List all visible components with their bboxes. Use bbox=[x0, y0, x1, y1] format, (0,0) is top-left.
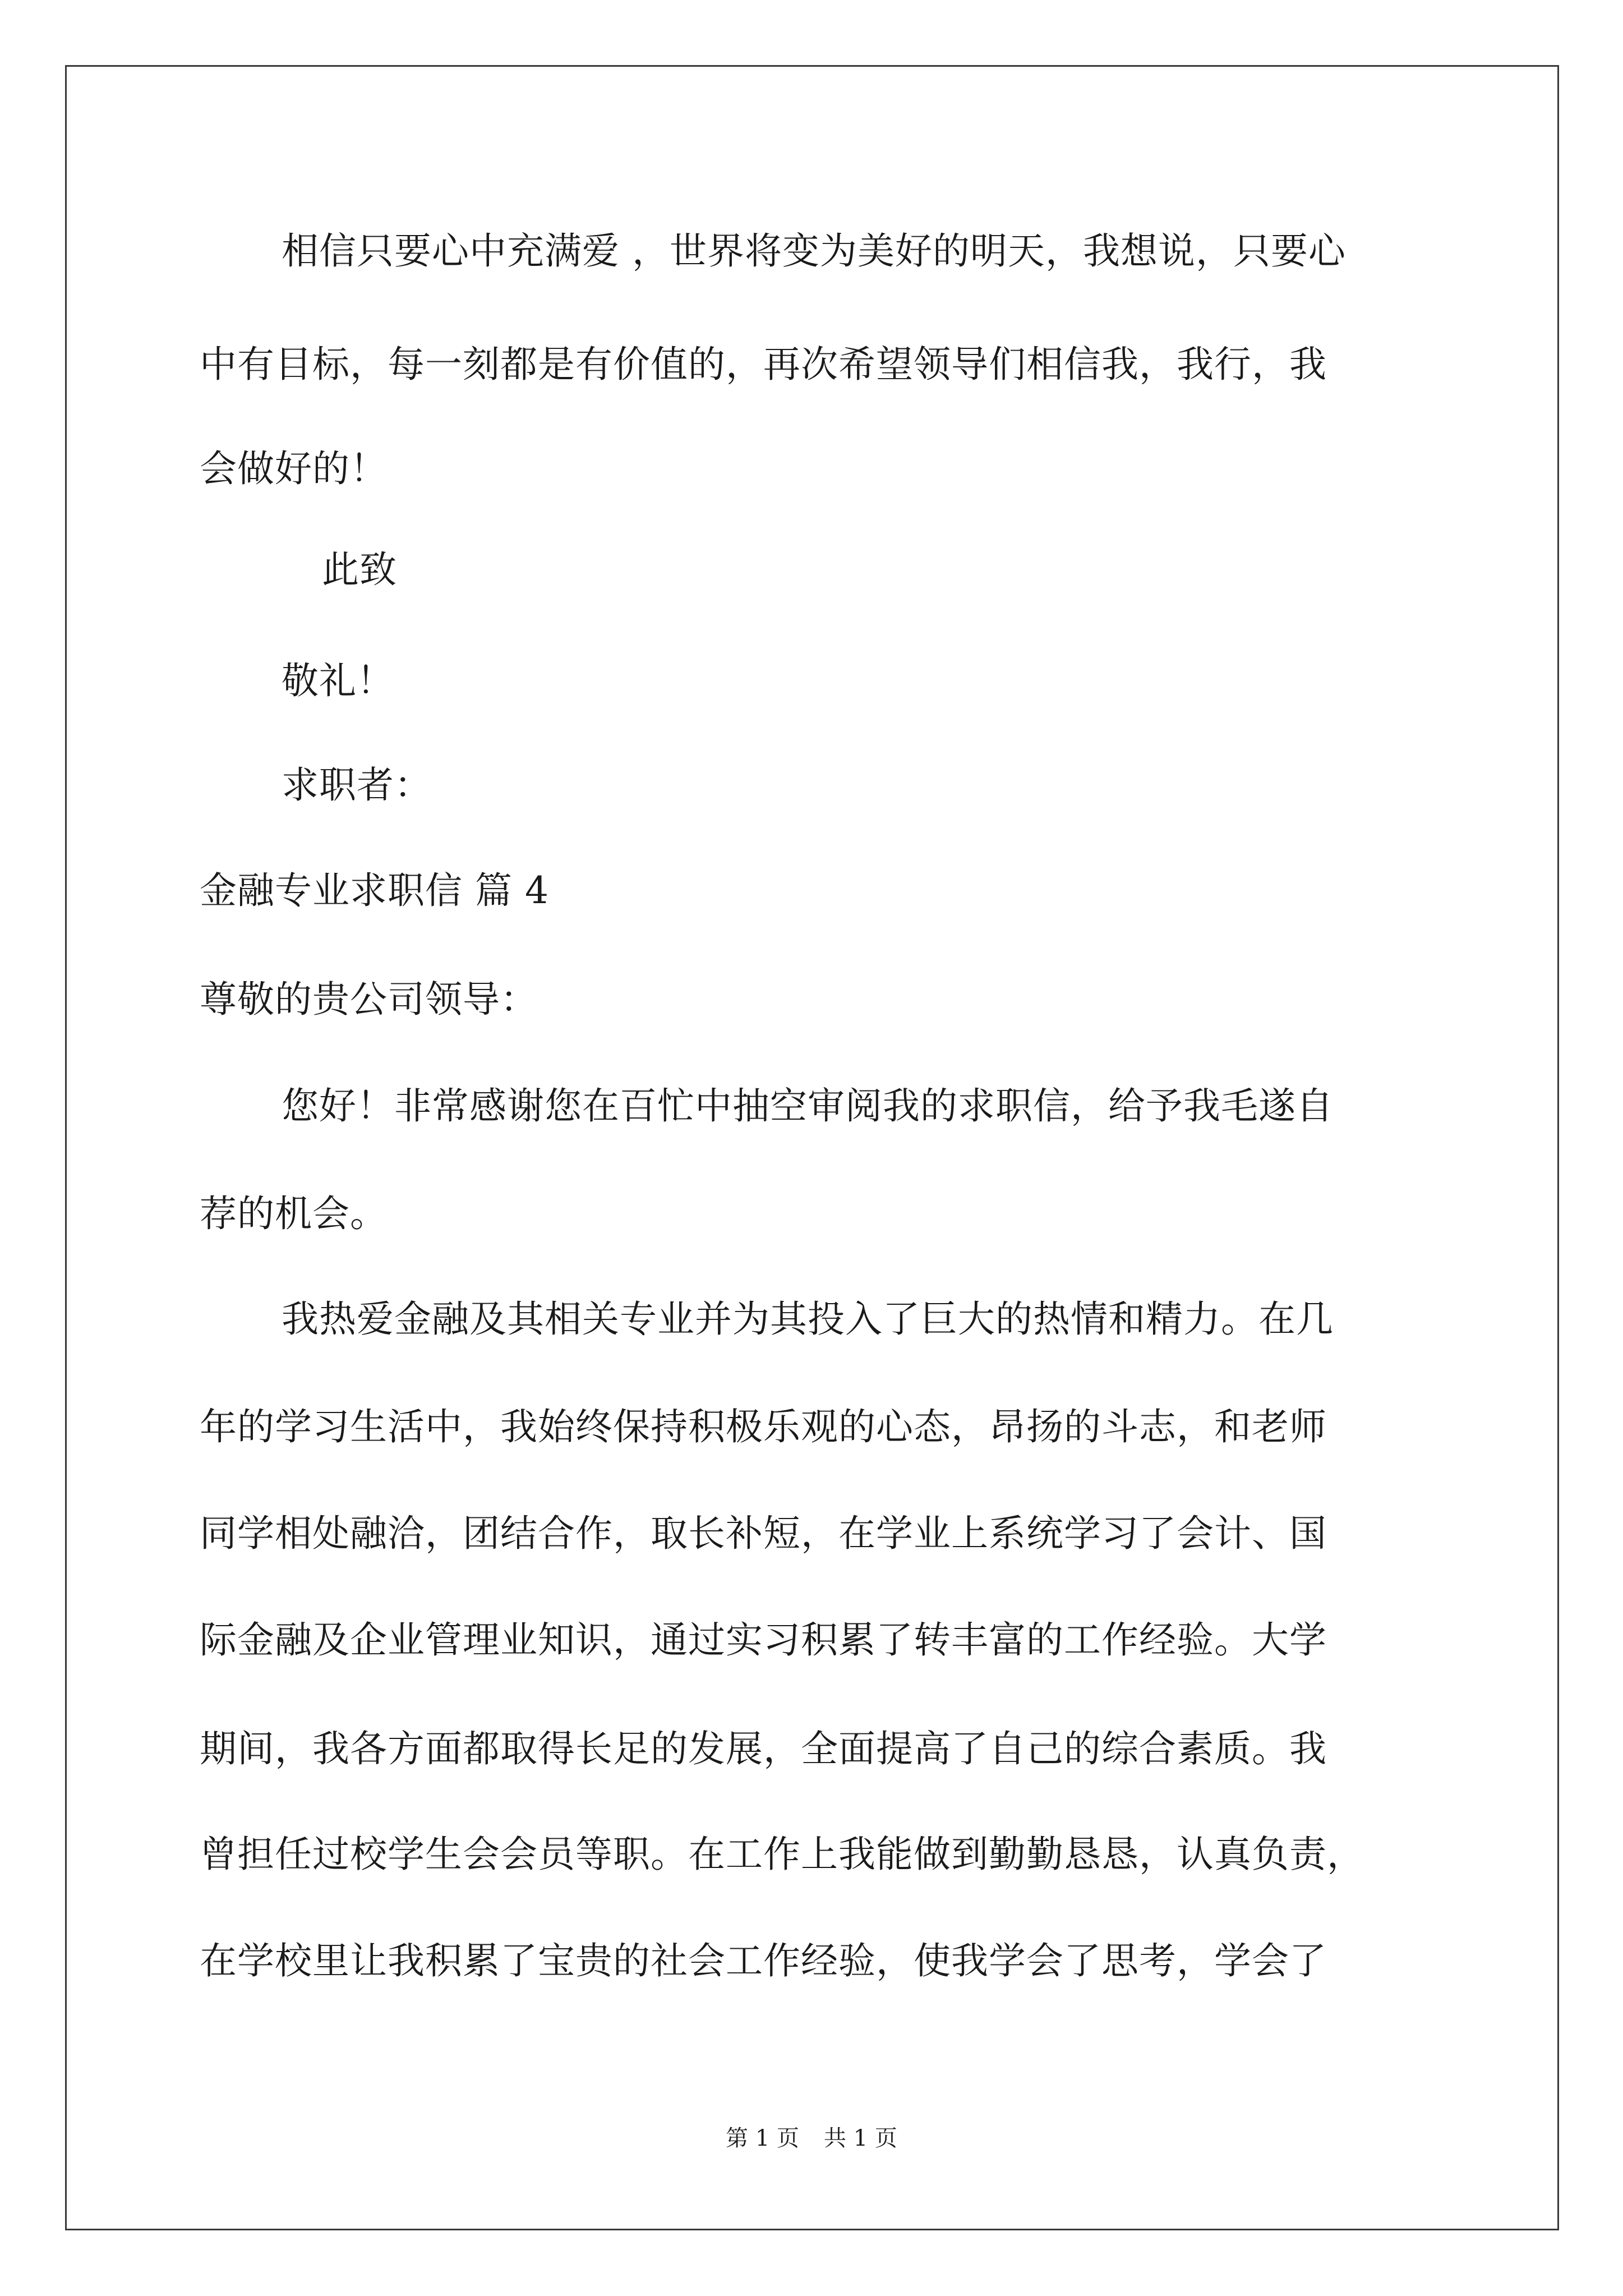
para2-line-5: 期间，我各方面都取得长足的发展，全面提高了自己的综合素质。我 bbox=[200, 1727, 1327, 1770]
para2-line-1: 我热爱金融及其相关专业并为其投入了巨大的热情和精力。在几 bbox=[282, 1297, 1334, 1341]
page-footer bbox=[0, 2124, 1623, 2152]
closing-line-1: 相信只要心中充满爱 ，世界将变为美好的明天，我想说，只要心 bbox=[282, 229, 1346, 273]
total-pages: 共 1 页 bbox=[824, 2125, 897, 2151]
para1-line-2: 荐的机会。 bbox=[200, 1192, 388, 1235]
para2-line-2: 年的学习生活中，我始终保持积极乐观的心态，昂扬的斗志，和老师 bbox=[200, 1405, 1327, 1448]
closing-line-2: 中有目标，每一刻都是有价值的，再次希望领导们相信我，我行，我 bbox=[200, 343, 1327, 386]
section-heading: 金融专业求职信 篇 4 bbox=[200, 869, 549, 912]
salutation-close: 此致 bbox=[322, 548, 397, 591]
page-border bbox=[65, 65, 1559, 2230]
para2-line-4: 际金融及企业管理业知识，通过实习积累了转丰富的工作经验。大学 bbox=[200, 1618, 1327, 1662]
greeting: 尊敬的贵公司领导： bbox=[200, 978, 538, 1021]
closing-line-3: 会做好的！ bbox=[200, 447, 388, 490]
para2-line-7: 在学校里让我积累了宝贵的社会工作经验，使我学会了思考，学会了 bbox=[200, 1939, 1327, 1982]
para2-line-6: 曾担任过校学生会会员等职。在工作上我能做到勤勤恳恳，认真负责， bbox=[200, 1833, 1364, 1876]
para2-line-3: 同学相处融洽，团结合作，取长补短，在学业上系统学习了会计、国 bbox=[200, 1512, 1327, 1555]
regards: 敬礼！ bbox=[282, 659, 394, 702]
para1-line-1: 您好！非常感谢您在百忙中抽空审阅我的求职信，给予我毛遂自 bbox=[282, 1084, 1334, 1128]
applicant-label: 求职者： bbox=[282, 763, 432, 807]
page-number: 第 1 页 bbox=[726, 2125, 799, 2151]
